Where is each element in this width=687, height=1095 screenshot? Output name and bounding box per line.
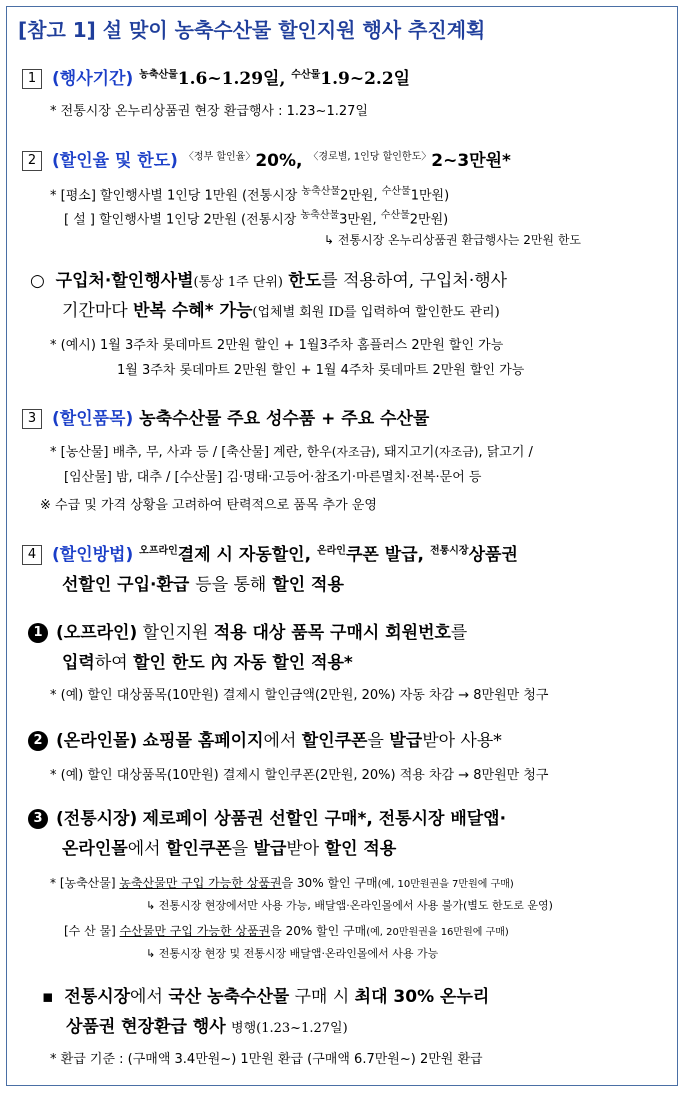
- method-2-line: [28, 726, 502, 751]
- section-2-limit: 2~3만원*: [431, 151, 511, 171]
- text: (자조금): [434, 445, 479, 459]
- section-2-heading: [22, 146, 511, 171]
- section-2-line-normal: [50, 182, 449, 203]
- text: 할인쿠폰: [301, 731, 368, 751]
- text: 구입처·할인행사별: [55, 271, 194, 291]
- text: 할인 적용: [324, 839, 397, 859]
- example-line-1: * (예시) 1월 3주차 롯데마트 2만원 할인 + 1월3주차 홈플러스 2만원 할인 가능: [50, 338, 504, 353]
- method-3-line-2: [62, 834, 396, 859]
- sup-text: 온라인: [316, 545, 346, 557]
- text: (예, 10만원권을 7만원에 구매): [377, 879, 514, 890]
- text: 적용 대상 품목 구매시 회원번호: [213, 623, 451, 643]
- section-1-number: 1: [22, 69, 42, 89]
- text: 받아: [286, 839, 320, 859]
- section-1-period-agri: 1.6~1.29일,: [177, 69, 286, 89]
- section-1-heading: [22, 64, 410, 89]
- sup-text: 수산물: [380, 210, 410, 221]
- text: 에서: [130, 987, 163, 1007]
- example-line-2: 1월 3주차 롯데마트 2만원 할인 + 1월 4주차 롯데마트 2만원 할인 가능: [117, 363, 525, 378]
- text: 할인 한도 內 자동 할인 적용*: [133, 653, 353, 673]
- text: 병행(1.23~1.27일): [231, 1021, 348, 1036]
- text: 반복 수혜* 가능: [133, 301, 253, 321]
- section-2-rate: 20%,: [255, 151, 303, 171]
- section-2-label: (할인율 및 한도): [52, 151, 178, 171]
- text: (오프라인): [56, 623, 138, 643]
- text: 하여: [94, 653, 128, 673]
- section-4-heading: [22, 540, 518, 565]
- method-1-marker: 1: [28, 623, 48, 643]
- purchase-limit-line-2: [62, 296, 500, 321]
- method-3-fish-note: ↳ 전통시장 현장 및 전통시장 배달앱·온라인몰에서 사용 가능: [146, 947, 439, 960]
- refund-criteria-note: * 환급 기준 : (구매액 3.4만원~) 1만원 환급 (구매액 6.7만원~) 2만원 환급: [50, 1052, 483, 1067]
- text: 3만원,: [339, 212, 381, 228]
- circle-bullet: ○: [30, 271, 45, 291]
- sup-text: 오프라인: [139, 545, 178, 557]
- text: (온라인몰): [56, 731, 138, 751]
- text: 을 20% 할인 구매: [270, 924, 367, 938]
- text: (통상 1주 단위): [193, 275, 283, 290]
- section-3-items-1: [50, 441, 533, 460]
- method-1-example: * (예) 할인 대상품목(10만원) 결제시 할인금액(2만원, 20%) 자동 차감 → 8만원만 청구: [50, 688, 549, 703]
- section-2-sup-rate: 〈정부 할인율〉: [183, 151, 256, 163]
- text: [수 산 물]: [64, 924, 120, 938]
- text: (예, 20만원권을 16만원에 구매): [366, 927, 509, 938]
- section-2-number: 2: [22, 151, 42, 171]
- section-4-number: 4: [22, 545, 42, 565]
- section-1-sup-fish: 수산물: [291, 69, 321, 81]
- text: 전통시장: [64, 987, 131, 1007]
- square-bullet: ▪: [42, 987, 54, 1007]
- text: 1만원): [410, 188, 450, 204]
- text: 발급: [389, 731, 423, 751]
- text: 제로페이 상품권 선할인 구매*: [142, 809, 367, 829]
- section-4-line-2: [62, 570, 344, 595]
- text: , 전통시장 배달앱·: [366, 809, 507, 829]
- method-3-fish-line: [64, 922, 509, 939]
- text: , 돼지고기: [375, 445, 435, 460]
- method-2-marker: 2: [28, 731, 48, 751]
- method-3-agri-line: [50, 874, 514, 891]
- text: (전통시장): [56, 809, 138, 829]
- text: 쇼핑몰 홈페이지: [142, 731, 264, 751]
- section-2-sup-limit: 〈경로별, 1인당 할인한도〉: [308, 151, 432, 163]
- section-2-line-market: ↳ 전통시장 온누리상품권 환급행사는 2만원 한도: [324, 233, 582, 247]
- sup-text: 농축산물: [300, 210, 340, 221]
- method-3-agri-note: ↳ 전통시장 현장에서만 사용 가능, 배달앱·온라인몰에서 사용 불가(별도 한도로 운영): [146, 899, 553, 912]
- text: 을: [231, 839, 249, 859]
- section-3-heading: [22, 404, 429, 429]
- text: 2만원,: [340, 188, 382, 204]
- text: 할인 적용: [272, 575, 344, 595]
- text: (업체별 회원 ID를 입력하여 할인한도 관리): [252, 305, 500, 320]
- text: 결제 시 자동할인,: [177, 545, 312, 565]
- method-3-line-1: [28, 804, 506, 829]
- text: 을: [367, 731, 384, 751]
- text: 상품권 현장환급 행사: [66, 1017, 226, 1037]
- section-3-label: (할인품목): [52, 409, 134, 429]
- text: 에서: [263, 731, 297, 751]
- section-3-body: 농축수산물 주요 성수품 + 주요 수산물: [139, 409, 430, 429]
- text: 수산물만 구입 가능한 상품권: [119, 924, 271, 938]
- text: * [농축산물]: [50, 876, 120, 890]
- section-1-note: * 전통시장 온누리상품권 현장 환급행사 : 1.23~1.27일: [50, 104, 368, 119]
- text: 받아 사용*: [422, 731, 502, 751]
- text: 농축산물만 구입 가능한 상품권: [119, 876, 282, 890]
- refund-event-line-2: [66, 1012, 348, 1037]
- section-4-label: (할인방법): [52, 545, 134, 565]
- method-1-line-1: [28, 618, 467, 643]
- page-title: [참고 1] 설 맞이 농축수산물 할인지원 행사 추진계획: [18, 18, 486, 42]
- section-1-label: (행사기간): [52, 69, 134, 89]
- section-3-number: 3: [22, 409, 42, 429]
- text: 국산 농축수산물: [168, 987, 290, 1007]
- section-3-note: ※ 수급 및 가격 상황을 고려하여 탄력적으로 품목 추가 운영: [40, 498, 377, 513]
- text: [ 설 ] 할인행사별 1인당 2만원 (전통시장: [64, 212, 301, 228]
- method-2-example: * (예) 할인 대상품목(10만원) 결제시 할인쿠폰(2만원, 20%) 적용 차감 → 8만원만 청구: [50, 768, 549, 783]
- text: 할인쿠폰: [165, 839, 232, 859]
- method-1-line-2: [62, 648, 353, 673]
- text: 2만원): [409, 212, 449, 228]
- text: 한도: [288, 271, 322, 291]
- section-2-line-holiday: [64, 206, 448, 227]
- text: 구매 시: [294, 987, 350, 1007]
- sup-text: 전통시장: [429, 545, 469, 557]
- method-3-marker: 3: [28, 809, 48, 829]
- text: (자조금): [331, 445, 376, 459]
- text: 를: [450, 623, 468, 643]
- text: * [농산물] 배추, 무, 사과 등 / [축산물] 계란, 한우: [50, 445, 332, 460]
- text: 쿠폰 발급,: [345, 545, 425, 565]
- text: 최대 30% 온누리: [354, 987, 490, 1007]
- section-1-period-fish: 1.9~2.2일: [320, 69, 411, 89]
- text: 등을 통해: [195, 575, 267, 595]
- text: , 닭고기 /: [478, 445, 533, 460]
- text: 온라인몰: [62, 839, 128, 859]
- text: 을 30% 할인 구매: [281, 876, 378, 890]
- text: 상품권: [468, 545, 518, 565]
- text: 를 적용하여, 구입처·행사: [321, 271, 508, 291]
- text: 에서: [127, 839, 161, 859]
- text: 입력: [62, 653, 95, 673]
- text: * [평소] 할인행사별 1인당 1만원 (전통시장: [50, 188, 302, 204]
- section-1-sup-agri: 농축산물: [139, 69, 178, 81]
- text: 기간마다: [62, 301, 128, 321]
- sup-text: 수산물: [381, 186, 411, 197]
- refund-event-line-1: [42, 982, 489, 1007]
- purchase-limit-line-1: [30, 266, 507, 291]
- section-3-items-2: [임산물] 밤, 대추 / [수산물] 김·명태·고등어·참조기·마른멸치·전복·문어 등: [64, 470, 482, 485]
- sup-text: 농축산물: [301, 186, 341, 197]
- text: 할인지원: [142, 623, 209, 643]
- text: 발급: [253, 839, 287, 859]
- text: 선할인 구입·환급: [62, 575, 190, 595]
